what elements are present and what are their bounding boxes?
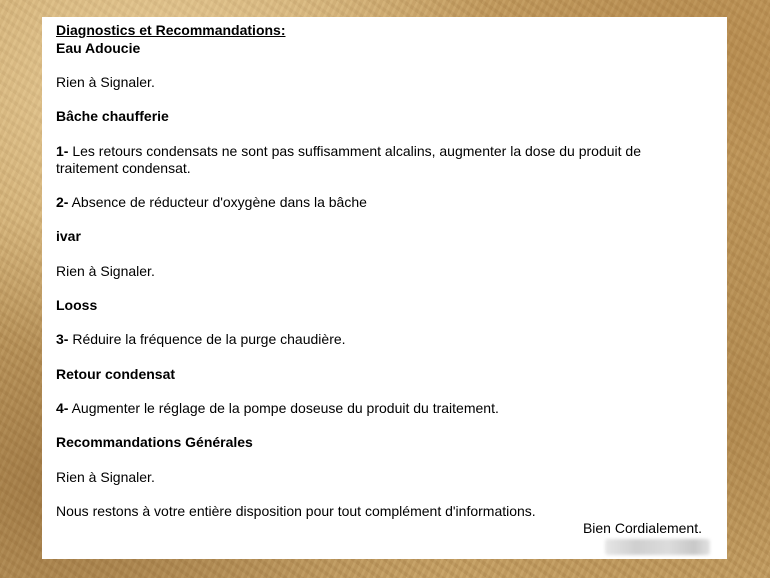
section-title-bache-chaufferie: Bâche chaufferie — [56, 108, 169, 124]
section-title-looss: Looss — [56, 297, 98, 313]
section-title-retour-condensat: Retour condensat — [56, 366, 176, 382]
section-title-eau-adoucie: Eau Adoucie — [56, 40, 141, 56]
section-item-retour-condensat — [56, 400, 499, 417]
section-item-eau-adoucie — [56, 74, 155, 91]
document-heading: Diagnostics et Recommandations: — [56, 22, 286, 38]
item-number: 4- — [56, 400, 69, 416]
item-text: Augmenter le réglage de la pompe doseuse du produit du traitement. — [68, 400, 499, 416]
item-text: Rien à Signaler. — [56, 469, 155, 485]
item-text: Rien à Signaler. — [56, 263, 155, 279]
section-item-looss — [56, 331, 346, 348]
item-text: Les retours condensats ne sont pas suffisamment alcalins, augmenter la dose du produit de traitement condensat. — [56, 143, 641, 176]
closing-text: Bien Cordialement. — [582, 520, 702, 536]
section-title-recommandations-generales: Recommandations Générales — [56, 434, 253, 450]
item-number: 1- — [56, 143, 69, 159]
item-text: Rien à Signaler. — [56, 74, 155, 90]
document-page — [42, 17, 727, 559]
section-item-recommandations-generales — [56, 469, 155, 486]
item-number: 3- — [56, 331, 69, 347]
redacted-signature — [605, 539, 710, 555]
section-title-ivar: ivar — [56, 228, 81, 244]
item-number: 2- — [56, 194, 69, 210]
section-item-ivar — [56, 263, 155, 280]
item-text: Absence de réducteur d'oxygène dans la bâche — [68, 194, 367, 210]
footer-text: Nous restons à votre entière disposition pour tout complément d'informations. — [56, 503, 536, 519]
item-text: Réduire la fréquence de la purge chaudière. — [68, 331, 346, 347]
section-item-bache-1 — [56, 143, 676, 177]
section-item-bache-2 — [56, 194, 367, 211]
